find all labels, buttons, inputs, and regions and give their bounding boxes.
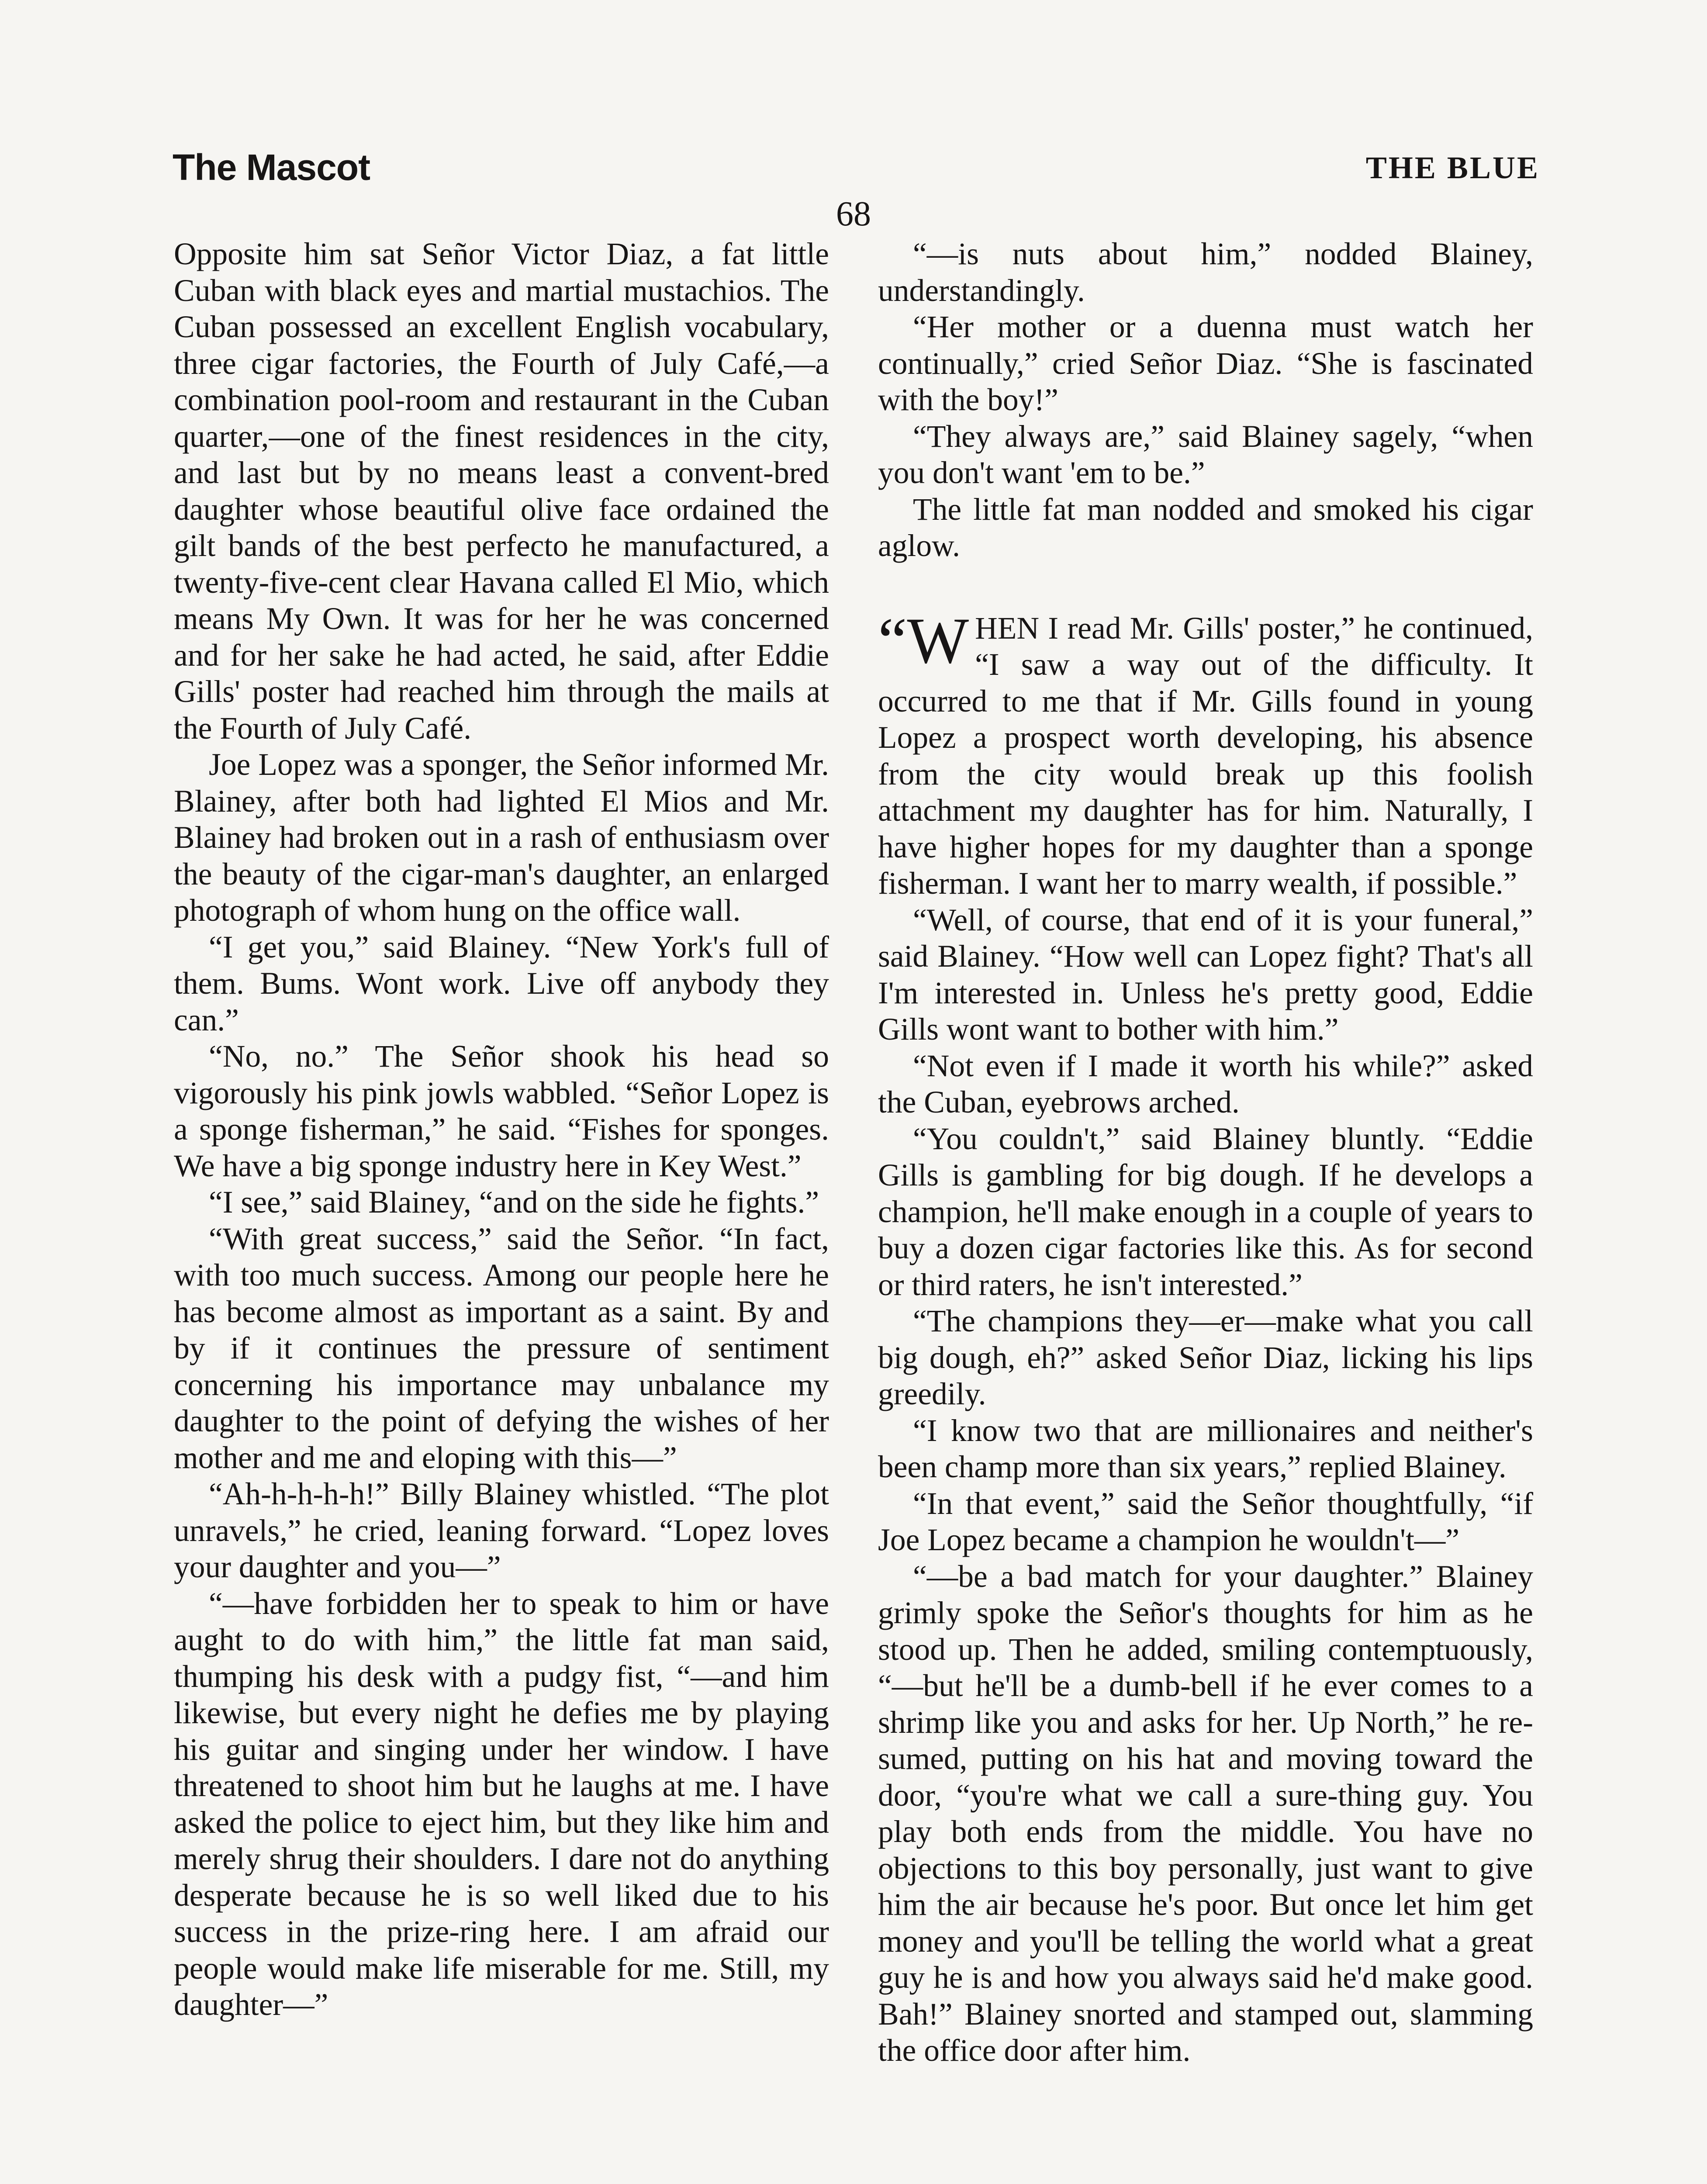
paragraph: “—is nuts about him,” nodded Blainey, understandingly. <box>878 237 1533 308</box>
section-opening-text: HEN I read Mr. Gills' poster,” he continued, “I saw a way out of the difficulty. It occurred to me that if Mr. Gills found in young Lopez a prospect worth developing, his absence from the city would break up this foolish attachment my daughter has for him. Naturally, I have higher hopes for my daughter than a sponge fisherman. I want her to marry wealth, if possible.” <box>878 611 1533 901</box>
right-column <box>878 236 1533 2069</box>
paragraph: “I see,” said Blainey, “and on the side he fights.” <box>209 1185 819 1220</box>
paragraph: “They always are,” said Blainey sagely, “when you don't want 'em to be.” <box>878 419 1533 490</box>
paragraph: “I get you,” said Blainey. “New York's full of them. Bums. Wont work. Live off anybody they can.” <box>174 930 829 1037</box>
paragraph: “Not even if I made it worth his while?” asked the Cuban, eyebrows arched. <box>878 1048 1533 1120</box>
section-opening-paragraph <box>878 604 1533 902</box>
paragraph: “You couldn't,” said Blainey bluntly. “Eddie Gills is gambling for big dough. If he develops a champion, he'll make enough in a couple of years to buy a dozen cigar factories like this. As for second or third raters, he isn't interested.” <box>878 1121 1533 1302</box>
paragraph: “With great success,” said the Señor. “In fact, with too much success. Among our people here he has become almost as important as a saint. By and by if it continues the pressure of sentiment concerning his importance may unbalance my daughter to the point of defying the wishes of her mother and me and eloping with this—” <box>174 1221 829 1475</box>
paragraph: The little fat man nodded and smoked his cigar aglow. <box>878 492 1533 563</box>
drop-cap <box>878 604 969 677</box>
paragraph: Opposite him sat Señor Victor Diaz, a fat little Cuban with black eyes and martial mustachios. The Cuban possessed an excellent English vocabulary, three cigar factories, the Fourth of July Café,—a combination pool-room and restaurant in the Cuban quarter,—one of the finest residences in the city, and last but by no means least a convent-bred daughter whose beautiful olive face ordained the gilt bands of the best perfecto he manufactured, a twenty-five-cent clear Havana called El Mio, which means My Own. It was for her he was concerned and for her sake he had acted, he said, after Eddie Gills' poster had reached him through the mails at the Fourth of July Café. <box>174 237 829 746</box>
paragraph: “—have forbidden her to speak to him or have aught to do with him,” the little fat man said, thumping his desk with a pudgy fist, “—and him likewise, but every night he defies me by playing his guitar and singing under her window. I have threatened to shoot him but he laughs at me. I have asked the police to eject him, but they like him and merely shrug their shoulders. I dare not do anything desperate because he is so well liked due to his success in the prize-ring here. I am afraid our people would make life miserable for me. Still, my daughter—” <box>174 1586 829 2022</box>
paragraph: “—be a bad match for your daughter.” Blainey grimly spoke the Señor's thoughts for him as he stood up. Then he added, smiling contemptuously, “—but he'll be a dumb-bell if he ever comes to a shrimp like you and asks for her. Up North,” he resumed, putting on his hat and moving toward the door, “you're what we call a sure-thing guy. You play both ends from the middle. You have no objections to this boy personally, just want to give him the air because he's poor. But once let him get money and you'll be telling the world what a great guy he is and how you always said he'd make good. Bah!” Blainey snorted and stamped out, slamming the office door after him. <box>878 1559 1533 2068</box>
page-number: 68 <box>836 195 871 233</box>
paragraph: “No, no.” The Señor shook his head so vigorously his pink jowls wabbled. “Señor Lopez is a sponge fisherman,” he said. “Fishes for sponges. We have a big sponge industry here in Key West.” <box>174 1039 829 1183</box>
paragraph: “Well, of course, that end of it is your funeral,” said Blainey. “How well can Lopez fight? That's all I'm interested in. Unless he's pretty good, Eddie Gills wont want to bother with him.” <box>878 902 1533 1047</box>
paragraph: “I know two that are millionaires and neither's been champ more than six years,” replied Blainey. <box>878 1413 1533 1484</box>
left-column <box>174 236 829 2023</box>
paragraph: Joe Lopez was a sponger, the Señor informed Mr. Blainey, after both had lighted El Mios and Mr. Blainey had broken out in a rash of enthusiasm over the beauty of the cigar-man's daughter, an enlarged photograph of whom hung on the office wall. <box>174 747 829 928</box>
paragraph: “Her mother or a duenna must watch her continually,” cried Señor Diaz. “She is fascinated with the boy!” <box>878 310 1533 417</box>
paragraph: “The champions they—er—make what you call big dough, eh?” asked Señor Diaz, licking his lips greedily. <box>878 1304 1533 1411</box>
paragraph: “In that event,” said the Señor thoughtfully, “if Joe Lopez became a champion he wouldn't—” <box>878 1486 1533 1557</box>
drop-cap-letter: W <box>907 604 969 677</box>
paragraph: “Ah-h-h-h-h!” Billy Blainey whistled. “The plot unravels,” he cried, leaning forward. “Lopez loves your daughter and you—” <box>174 1477 829 1584</box>
drop-cap-quote: “ <box>878 604 907 677</box>
magazine-title: THE BLUE <box>1365 150 1540 185</box>
story-title: The Mascot <box>173 147 370 188</box>
